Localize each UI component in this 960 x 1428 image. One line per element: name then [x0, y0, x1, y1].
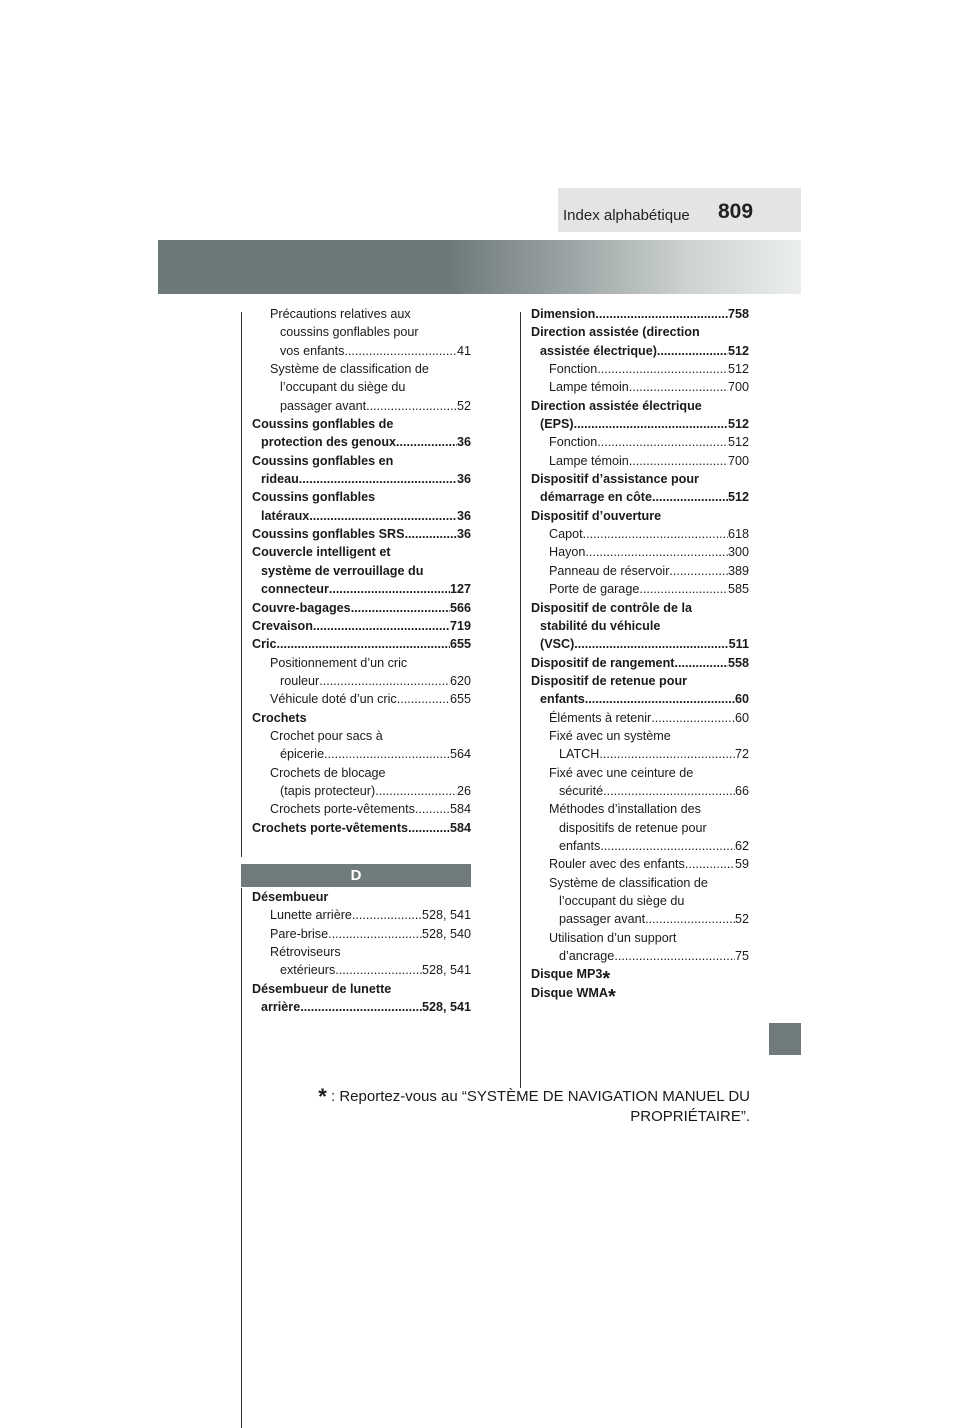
dot-leader: [415, 800, 450, 818]
index-entry: [531, 910, 749, 928]
index-entry-text: Désembueur: [252, 890, 329, 904]
index-entry-text: démarrage en côte: [540, 490, 652, 505]
index-entry-text: Lampe témoin: [549, 453, 629, 468]
index-entry-text: (VSC): [540, 637, 575, 652]
index-entry-text: passager avant: [559, 912, 646, 927]
index-entry-text: rideau: [261, 472, 299, 487]
index-entry-page: 72: [734, 747, 749, 762]
index-entry-text: Dispositif de retenue pour: [531, 673, 688, 688]
index-entry: [252, 470, 471, 488]
index-entry-text: Crochets porte-vêtements: [252, 820, 409, 835]
index-column-right: [531, 305, 749, 1009]
index-entry-text: stabilité du véhicule: [540, 618, 661, 633]
dot-leader: [375, 782, 457, 800]
dot-leader: [645, 910, 735, 928]
index-entry-page: 59: [734, 857, 749, 872]
index-entry: [252, 782, 471, 800]
index-entry-text: Panneau de réservoir: [549, 563, 670, 578]
index-entry: [252, 305, 471, 323]
index-entry: [252, 599, 471, 617]
footnote-marker: *: [607, 986, 616, 1009]
index-entry-text: Coussins gonflables: [252, 490, 376, 505]
index-entry-text: Direction assistée (direction: [531, 325, 700, 340]
index-entry-text: Capot: [549, 527, 583, 542]
index-entry: [531, 378, 749, 396]
thumb-index-tab: [769, 1023, 801, 1055]
index-entry-text: Direction assistée électrique: [531, 398, 702, 413]
index-entry: [252, 906, 471, 924]
index-entry-page: 512: [727, 435, 749, 450]
dot-leader: [300, 998, 422, 1016]
dot-leader: [408, 819, 450, 837]
index-entry: [531, 874, 749, 892]
index-entry-page: 66: [734, 783, 749, 798]
index-entry-text: Désembueur de lunette: [252, 981, 392, 996]
index-entry-page: 528, 541: [421, 963, 471, 978]
left-column-rule-lower: [241, 888, 242, 1428]
index-entry-text: Méthodes d’installation des: [549, 802, 701, 817]
index-entry-text: Dispositif d’ouverture: [531, 508, 662, 523]
index-entry: [531, 837, 749, 855]
index-entry-text: d’ancrage: [559, 949, 615, 964]
dot-leader: [574, 415, 728, 433]
index-entry-text: Disque MP3: [531, 967, 603, 982]
index-entry-text: Hayon: [549, 545, 586, 560]
footnote-line-2: PROPRIÉTAIRE”.: [630, 1108, 750, 1125]
index-entry: [531, 360, 749, 378]
index-entry: [531, 323, 749, 341]
dot-leader: [657, 342, 728, 360]
index-entry-text: Coussins gonflables en: [252, 453, 394, 468]
index-entry: [531, 470, 749, 488]
index-entry: [531, 599, 749, 617]
index-entry: [531, 562, 749, 580]
dot-leader: [324, 745, 450, 763]
index-entry: [252, 378, 471, 396]
index-entry: [252, 654, 471, 672]
index-entry-text: passager avant: [280, 398, 367, 413]
index-entry: [531, 507, 749, 525]
dot-leader: [685, 855, 735, 873]
index-entry: [531, 672, 749, 690]
index-entry-page: 75: [734, 949, 749, 964]
section-letter-d: D: [241, 864, 471, 887]
index-entry-page: 566: [449, 600, 471, 615]
index-entry-page: 528, 541: [421, 908, 471, 923]
index-entry: [252, 709, 471, 727]
index-entry-page: 512: [727, 490, 749, 505]
index-entry: [252, 452, 471, 470]
dot-leader: [335, 961, 422, 979]
index-entry-text: (EPS): [540, 417, 574, 432]
index-entry-page: 700: [727, 453, 749, 468]
index-entry-text: coussins gonflables pour: [280, 325, 419, 340]
index-entry: [531, 745, 749, 763]
dot-leader: [329, 580, 450, 598]
index-entry-text: Crochet pour sacs à: [270, 728, 383, 743]
index-entry-text: l’occupant du siège du: [559, 894, 685, 908]
index-entry-text: Disque WMA: [531, 985, 608, 1000]
dot-leader: [600, 837, 735, 855]
index-entry-text: Dispositif de rangement: [531, 655, 675, 670]
index-entry-text: Crochets: [252, 710, 307, 725]
dot-leader: [574, 635, 728, 653]
index-entry-text: Crevaison: [252, 618, 313, 633]
index-entry-text: vos enfants: [280, 343, 345, 358]
dot-leader: [319, 672, 450, 690]
index-entry-text: latéraux: [261, 508, 310, 523]
index-entry-page: 512: [727, 417, 749, 432]
index-entry: [531, 635, 749, 653]
index-entry: [252, 397, 471, 415]
index-entry: [252, 580, 471, 598]
index-entry-text: Crochets de blocage: [270, 765, 386, 780]
index-entry: [531, 452, 749, 470]
index-entry-text: assistée électrique): [540, 343, 657, 358]
index-entry-text: Coussins gonflables SRS: [252, 527, 405, 542]
index-entry-text: Système de classification de: [549, 875, 708, 890]
dot-leader: [629, 378, 728, 396]
index-entry: [252, 943, 471, 961]
dot-leader: [639, 580, 728, 598]
index-entry: [531, 397, 749, 415]
dot-leader: [397, 690, 450, 708]
index-entry: [531, 855, 749, 873]
index-entry: [531, 488, 749, 506]
index-entry: [531, 543, 749, 561]
dot-leader: [652, 488, 728, 506]
index-entry-text: Fonction: [549, 362, 598, 377]
index-entry-page: 60: [734, 710, 749, 725]
index-entry-text: (tapis protecteur): [280, 783, 376, 798]
index-entry: [252, 488, 471, 506]
index-entry: [531, 764, 749, 782]
dot-leader: [614, 947, 735, 965]
index-entry: [252, 961, 471, 979]
index-entry-text: Couvre-bagages: [252, 600, 351, 615]
index-entry-page: 558: [727, 655, 749, 670]
footnote-line-1: : Reportez-vous au “SYSTÈME DE NAVIGATION MANUEL DU: [331, 1088, 750, 1105]
index-entry-page: 62: [734, 838, 749, 853]
index-entry-page: 127: [449, 582, 471, 597]
index-entry: [252, 342, 471, 360]
index-entry-text: enfants: [540, 692, 585, 707]
index-entry: [531, 525, 749, 543]
index-entry: [252, 819, 471, 837]
dot-leader: [351, 599, 450, 617]
index-entry-text: connecteur: [261, 582, 329, 597]
index-entry-text: Cric: [252, 637, 277, 652]
dot-leader: [328, 925, 422, 943]
index-entry-page: 512: [727, 343, 749, 358]
index-entry-text: Crochets porte-vêtements: [270, 802, 415, 817]
dot-leader: [597, 360, 728, 378]
dot-leader: [597, 433, 728, 451]
dot-leader: [651, 709, 735, 727]
index-entry: [252, 925, 471, 943]
index-entry-page: 719: [449, 618, 471, 633]
index-entry-text: dispositifs de retenue pour: [559, 820, 707, 835]
index-entry-page: 52: [456, 398, 471, 413]
index-entry: [531, 800, 749, 818]
index-entry-page: 584: [449, 802, 471, 817]
index-entry-page: 655: [449, 637, 471, 652]
index-entry-text: protection des genoux: [261, 435, 397, 450]
index-column-left: [252, 305, 471, 837]
dot-leader: [405, 525, 457, 543]
index-entry-page: 564: [449, 747, 471, 762]
index-entry: [252, 543, 471, 561]
index-entry-page: 700: [727, 380, 749, 395]
index-entry: [252, 635, 471, 653]
dot-leader: [674, 654, 728, 672]
index-entry-text: sécurité: [559, 783, 604, 798]
index-entry-page: 36: [456, 472, 471, 487]
left-column-rule: [241, 312, 242, 857]
index-entry-page: 389: [727, 563, 749, 578]
index-entry-page: 758: [727, 307, 749, 321]
index-entry-text: Pare-brise: [270, 926, 329, 941]
index-entry-text: Lunette arrière: [270, 908, 352, 923]
index-entry: [252, 562, 471, 580]
index-entry: [252, 672, 471, 690]
index-entry: [531, 947, 749, 965]
index-column-left-d: [252, 888, 471, 1016]
dot-leader: [313, 617, 450, 635]
index-entry: [252, 360, 471, 378]
index-entry: [531, 892, 749, 910]
index-entry-text: Rouler avec des enfants: [549, 857, 685, 872]
index-entry-text: Lampe témoin: [549, 380, 629, 395]
index-entry-text: système de verrouillage du: [261, 563, 424, 578]
index-entry: [252, 525, 471, 543]
index-entry-page: 300: [727, 545, 749, 560]
index-entry-text: l’occupant du siège du: [280, 380, 406, 395]
index-entry-page: 511: [728, 637, 749, 652]
index-entry-page: 512: [727, 362, 749, 377]
header-gradient-band: [158, 240, 801, 294]
index-entry-page: 584: [449, 820, 471, 835]
index-entry-text: Dimension: [531, 307, 596, 321]
index-entry-text: Fixé avec un système: [549, 728, 671, 743]
index-entry-text: Précautions relatives aux: [270, 307, 411, 321]
index-entry: [252, 764, 471, 782]
index-entry: [252, 727, 471, 745]
dot-leader: [396, 433, 457, 451]
index-entry: [252, 998, 471, 1016]
index-entry-page: 585: [727, 582, 749, 597]
index-entry-page: 26: [456, 783, 471, 798]
index-entry-page: 41: [456, 343, 471, 358]
index-entry-text: Positionnement d’un cric: [270, 655, 408, 670]
footnote-marker: *: [602, 967, 611, 990]
dot-leader: [585, 690, 735, 708]
index-entry: [531, 305, 749, 323]
dot-leader: [669, 562, 728, 580]
index-entry: [531, 984, 749, 1009]
index-entry-text: enfants: [559, 838, 601, 853]
index-entry-page: 60: [734, 692, 749, 707]
index-entry: [531, 433, 749, 451]
page-header-title: Index alphabétique: [563, 207, 690, 224]
index-entry-page: 618: [727, 527, 749, 542]
index-entry: [531, 342, 749, 360]
index-entry-page: 620: [449, 673, 471, 688]
dot-leader: [599, 745, 735, 763]
index-entry-text: Couvercle intelligent et: [252, 545, 391, 560]
dot-leader: [277, 635, 450, 653]
index-entry-page: 36: [456, 435, 471, 450]
index-entry-page: 52: [734, 912, 749, 927]
dot-leader: [585, 543, 728, 561]
index-entry-text: Dispositif d’assistance pour: [531, 472, 699, 487]
index-entry-text: Porte de garage: [549, 582, 640, 597]
index-entry: [252, 433, 471, 451]
index-entry: [531, 929, 749, 947]
index-entry-page: 655: [449, 692, 471, 707]
index-entry-text: Système de classification de: [270, 362, 429, 377]
index-entry-text: Rétroviseurs: [270, 945, 341, 960]
footnote-star: *: [318, 1084, 327, 1109]
dot-leader: [629, 452, 728, 470]
index-entry-text: Fonction: [549, 435, 598, 450]
index-entry-text: Véhicule doté d’un cric: [270, 692, 397, 707]
dot-leader: [366, 397, 457, 415]
index-entry: [531, 654, 749, 672]
column-divider: [520, 312, 521, 1088]
index-entry-text: Fixé avec une ceinture de: [549, 765, 694, 780]
index-entry-text: épicerie: [280, 747, 325, 762]
index-entry: [252, 507, 471, 525]
index-entry: [252, 415, 471, 433]
index-entry-page: 528, 540: [421, 926, 471, 941]
index-entry: [531, 709, 749, 727]
dot-leader: [583, 525, 728, 543]
dot-leader: [299, 470, 457, 488]
dot-leader: [603, 782, 735, 800]
dot-leader: [344, 342, 457, 360]
index-entry: [252, 690, 471, 708]
index-entry-text: extérieurs: [280, 963, 336, 978]
index-entry: [252, 617, 471, 635]
index-entry-text: rouleur: [280, 673, 320, 688]
index-entry: [531, 690, 749, 708]
index-entry-page: 36: [456, 527, 471, 542]
index-entry-text: LATCH: [559, 747, 600, 762]
footnote: [300, 1084, 750, 1127]
page-number: 809: [718, 200, 754, 223]
index-entry-text: Coussins gonflables de: [252, 417, 394, 432]
index-entry: [531, 727, 749, 745]
index-entry-page: 36: [456, 508, 471, 523]
index-entry: [531, 965, 749, 990]
index-entry-text: Éléments à retenir: [549, 710, 652, 725]
index-entry: [252, 800, 471, 818]
index-entry: [252, 745, 471, 763]
index-entry: [531, 617, 749, 635]
dot-leader: [352, 906, 422, 924]
index-entry: [531, 819, 749, 837]
index-entry: [252, 980, 471, 998]
dot-leader: [309, 507, 457, 525]
index-entry: [531, 580, 749, 598]
index-entry: [531, 415, 749, 433]
index-entry-text: arrière: [261, 1000, 301, 1015]
dot-leader: [595, 305, 728, 323]
index-entry: [531, 782, 749, 800]
index-entry: [252, 323, 471, 341]
index-entry: [252, 888, 471, 906]
index-entry-page: 528, 541: [421, 1000, 471, 1015]
index-entry-text: Utilisation d’un support: [549, 930, 677, 945]
index-entry-text: Dispositif de contrôle de la: [531, 600, 692, 615]
